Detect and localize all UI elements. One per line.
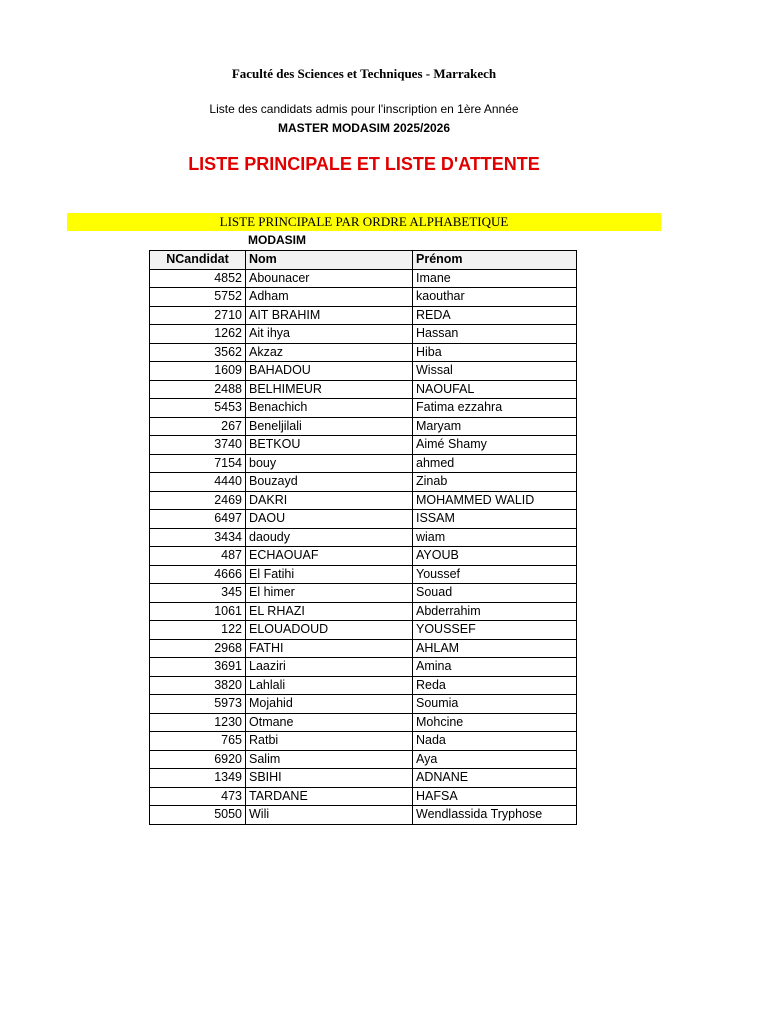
candidate-number: 2968 (150, 639, 246, 658)
candidate-number: 1061 (150, 602, 246, 621)
candidate-first-name: Wissal (413, 362, 577, 381)
column-header-ncandidat: NCandidat (150, 251, 246, 270)
candidate-number: 7154 (150, 454, 246, 473)
table-row (150, 639, 577, 658)
candidate-last-name: bouy (246, 454, 413, 473)
candidate-number: 487 (150, 547, 246, 566)
candidate-number: 4852 (150, 269, 246, 288)
candidate-number: 473 (150, 787, 246, 806)
candidate-last-name: Akzaz (246, 343, 413, 362)
candidate-last-name: ELOUADOUD (246, 621, 413, 640)
candidate-number: 3740 (150, 436, 246, 455)
candidate-last-name: DAOU (246, 510, 413, 529)
candidate-first-name: Maryam (413, 417, 577, 436)
candidate-number: 5973 (150, 695, 246, 714)
candidate-first-name: Mohcine (413, 713, 577, 732)
table-row (150, 473, 577, 492)
candidate-last-name: ECHAOUAF (246, 547, 413, 566)
program-year: MASTER MODASIM 2025/2026 (277, 121, 451, 135)
table-row (150, 510, 577, 529)
candidate-number: 3820 (150, 676, 246, 695)
candidate-number: 6920 (150, 750, 246, 769)
table-row (150, 787, 577, 806)
candidate-last-name: DAKRI (246, 491, 413, 510)
candidate-first-name: MOHAMMED WALID (413, 491, 577, 510)
candidate-last-name: Ratbi (246, 732, 413, 751)
candidate-number: 1262 (150, 325, 246, 344)
candidate-first-name: Youssef (413, 565, 577, 584)
candidate-last-name: Abounacer (246, 269, 413, 288)
table-row (150, 565, 577, 584)
candidate-number: 6497 (150, 510, 246, 529)
table-row (150, 584, 577, 603)
table-row (150, 380, 577, 399)
candidate-number: 4666 (150, 565, 246, 584)
table-row (150, 695, 577, 714)
section-title: LISTE PRINCIPALE PAR ORDRE ALPHABETIQUE (219, 214, 509, 229)
page-title: LISTE PRINCIPALE ET LISTE D'ATTENTE (188, 154, 540, 174)
table-row (150, 602, 577, 621)
candidate-first-name: Souad (413, 584, 577, 603)
table-row (150, 325, 577, 344)
candidate-number: 2488 (150, 380, 246, 399)
candidate-first-name: REDA (413, 306, 577, 325)
candidate-last-name: BAHADOU (246, 362, 413, 381)
candidate-number: 345 (150, 584, 246, 603)
candidate-first-name: Fatima ezzahra (413, 399, 577, 418)
candidate-last-name: Adham (246, 288, 413, 307)
candidate-number: 5050 (150, 806, 246, 825)
table-row (150, 417, 577, 436)
table-row (150, 343, 577, 362)
candidate-number: 2710 (150, 306, 246, 325)
candidate-first-name: Nada (413, 732, 577, 751)
candidate-number: 5752 (150, 288, 246, 307)
table-row (150, 362, 577, 381)
table-row (150, 491, 577, 510)
column-header-nom: Nom (246, 251, 413, 270)
candidate-first-name: kaouthar (413, 288, 577, 307)
table-row (150, 269, 577, 288)
candidate-first-name: AHLAM (413, 639, 577, 658)
candidate-first-name: AYOUB (413, 547, 577, 566)
candidate-number: 1349 (150, 769, 246, 788)
table-row (150, 769, 577, 788)
candidate-first-name: Zinab (413, 473, 577, 492)
table-row (150, 399, 577, 418)
table-row (150, 454, 577, 473)
candidate-first-name: ADNANE (413, 769, 577, 788)
candidate-first-name: Aya (413, 750, 577, 769)
table-row (150, 306, 577, 325)
table-row (150, 806, 577, 825)
table-body (150, 269, 577, 824)
column-header-prenom: Prénom (413, 251, 577, 270)
candidate-first-name: Amina (413, 658, 577, 677)
table-row (150, 288, 577, 307)
candidate-first-name: ahmed (413, 454, 577, 473)
candidate-last-name: Bouzayd (246, 473, 413, 492)
table-header-row (150, 251, 577, 270)
candidate-number: 2469 (150, 491, 246, 510)
candidate-first-name: YOUSSEF (413, 621, 577, 640)
candidate-last-name: BELHIMEUR (246, 380, 413, 399)
candidate-number: 3691 (150, 658, 246, 677)
candidate-first-name: Reda (413, 676, 577, 695)
candidate-number: 267 (150, 417, 246, 436)
candidate-first-name: Aimé Shamy (413, 436, 577, 455)
candidate-last-name: daoudy (246, 528, 413, 547)
candidate-number: 122 (150, 621, 246, 640)
table-row (150, 713, 577, 732)
program-label: MODASIM (248, 233, 306, 247)
candidate-last-name: BETKOU (246, 436, 413, 455)
candidates-table (149, 250, 577, 825)
candidate-last-name: Mojahid (246, 695, 413, 714)
table-row (150, 436, 577, 455)
candidate-first-name: Imane (413, 269, 577, 288)
candidate-number: 5453 (150, 399, 246, 418)
candidate-last-name: SBIHI (246, 769, 413, 788)
candidate-first-name: NAOUFAL (413, 380, 577, 399)
candidate-last-name: Wili (246, 806, 413, 825)
candidate-last-name: Benachich (246, 399, 413, 418)
table-row (150, 676, 577, 695)
document-subtitle: Liste des candidats admis pour l'inscription en 1ère Année (209, 102, 519, 116)
candidate-number: 765 (150, 732, 246, 751)
candidate-first-name: Hassan (413, 325, 577, 344)
table-row (150, 528, 577, 547)
candidate-last-name: FATHI (246, 639, 413, 658)
candidate-last-name: AIT BRAHIM (246, 306, 413, 325)
candidate-last-name: Beneljilali (246, 417, 413, 436)
candidate-first-name: ISSAM (413, 510, 577, 529)
candidate-last-name: Otmane (246, 713, 413, 732)
table-row (150, 658, 577, 677)
table-row (150, 732, 577, 751)
faculty-name: Faculté des Sciences et Techniques - Marrakech (231, 66, 497, 81)
candidate-last-name: Laaziri (246, 658, 413, 677)
candidate-last-name: Ait ihya (246, 325, 413, 344)
candidate-first-name: HAFSA (413, 787, 577, 806)
candidate-last-name: TARDANE (246, 787, 413, 806)
table-row (150, 547, 577, 566)
candidate-number: 1609 (150, 362, 246, 381)
candidate-first-name: Abderrahim (413, 602, 577, 621)
candidate-last-name: El himer (246, 584, 413, 603)
candidate-last-name: Salim (246, 750, 413, 769)
table-row (150, 621, 577, 640)
table-row (150, 750, 577, 769)
candidate-last-name: El Fatihi (246, 565, 413, 584)
candidate-last-name: Lahlali (246, 676, 413, 695)
candidate-last-name: EL RHAZI (246, 602, 413, 621)
candidate-first-name: Soumia (413, 695, 577, 714)
candidate-first-name: Wendlassida Tryphose (413, 806, 577, 825)
candidate-number: 1230 (150, 713, 246, 732)
candidate-number: 4440 (150, 473, 246, 492)
candidate-first-name: Hiba (413, 343, 577, 362)
candidate-first-name: wiam (413, 528, 577, 547)
candidate-number: 3434 (150, 528, 246, 547)
candidate-number: 3562 (150, 343, 246, 362)
